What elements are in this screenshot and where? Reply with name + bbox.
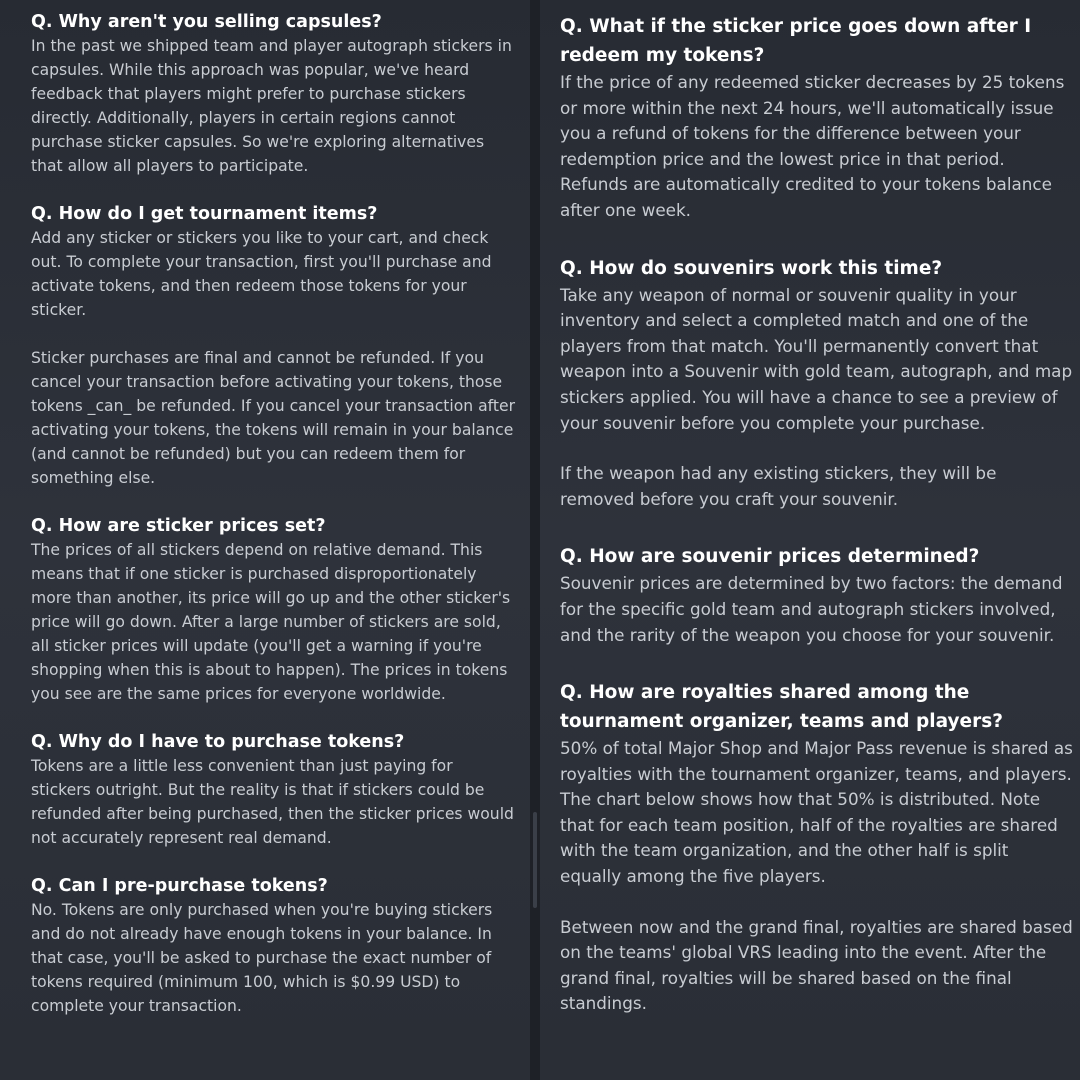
faq-item	[31, 874, 516, 1018]
scrollbar-thumb[interactable]	[533, 812, 537, 908]
faq-question: Q. Can I pre-purchase tokens?	[31, 876, 328, 896]
faq-question: Q. What if the sticker price goes down after I redeem my tokens?	[560, 16, 1032, 66]
faq-answer: Souvenir prices are determined by two factors: the demand for the specific gold team and autograph stickers involved, and the rarity of the weapon you choose for your souvenir.	[560, 573, 1063, 645]
faq-item	[560, 12, 1074, 224]
faq-right-column[interactable]	[540, 0, 1080, 1080]
faq-question: Q. How do souvenirs work this time?	[560, 257, 943, 279]
faq-item	[31, 202, 516, 490]
faq-question: Q. How are sticker prices set?	[31, 516, 326, 536]
faq-answer: If the price of any redeemed sticker decreases by 25 tokens or more within the next 24 hours, we'll automatically issue you a refund of tokens for the difference between your redemption price and the lowest price in that period. Refunds are automatically credited to your tokens balance after one week.	[560, 72, 1065, 220]
faq-item	[31, 10, 516, 178]
faq-question: Q. How are souvenir prices determined?	[560, 546, 980, 568]
faq-item	[560, 542, 1074, 648]
faq-item	[31, 514, 516, 706]
faq-answer: 50% of total Major Shop and Major Pass revenue is shared as royalties with the tournament organizer, teams, and players. The chart below shows how that 50% is distributed. Note that for each team position, half of the royalties are shared with the team organization, and the other half is split equally among the five players.	[560, 738, 1073, 887]
faq-answer: If the weapon had any existing stickers, they will be removed before you craft your souvenir.	[560, 463, 997, 509]
faq-answer: The prices of all stickers depend on relative demand. This means that if one sticker is purchased disproportionately more than another, its price will go up and the other sticker's price will go down. After a large number of stickers are sold, all sticker prices will update (you'll get a warning if you're shopping when this is about to happen). The prices in tokens you see are the same prices for everyone worldwide.	[31, 541, 511, 703]
faq-answer: Sticker purchases are final and cannot be refunded. If you cancel your transaction before activating your tokens, those tokens _can_ be refunded. If you cancel your transaction after activating your tokens, the tokens will remain in your balance (and cannot be refunded) but you can redeem them for something else.	[31, 349, 515, 487]
faq-item	[560, 254, 1074, 513]
column-divider	[530, 0, 540, 1080]
faq-answer: Tokens are a little less convenient than just paying for stickers outright. But the reality is that if stickers could be refunded after being purchased, then the sticker prices would not accurately represent real demand.	[31, 757, 514, 847]
faq-answer: Take any weapon of normal or souvenir quality in your inventory and select a completed match and one of the players from that match. You'll permanently convert that weapon into a Souvenir with gold team, autograph, and map stickers applied. You will have a chance to see a preview of your souvenir before you complete your purchase.	[560, 284, 1073, 433]
faq-answer: In the past we shipped team and player autograph stickers in capsules. While this approach was popular, we've heard feedback that players might prefer to purchase stickers directly. Additionally, players in certain regions cannot purchase sticker capsules. So we're exploring alternatives that allow all players to participate.	[31, 37, 512, 175]
faq-question: Q. Why aren't you selling capsules?	[31, 12, 382, 32]
faq-question: Q. How do I get tournament items?	[31, 204, 378, 224]
faq-item	[560, 678, 1074, 1017]
faq-question: Q. Why do I have to purchase tokens?	[31, 732, 405, 752]
faq-answer: Add any sticker or stickers you like to your cart, and check out. To complete your transaction, first you'll purchase and activate tokens, and then redeem those tokens for your sticker.	[31, 229, 492, 319]
faq-left-column[interactable]	[0, 0, 530, 1080]
faq-question: Q. How are royalties shared among the tournament organizer, teams and players?	[560, 682, 1003, 733]
faq-answer: No. Tokens are only purchased when you're buying stickers and do not already have enough tokens in your balance. In that case, you'll be asked to purchase the exact number of tokens required (minimum 100, which is $0.99 USD) to complete your transaction.	[31, 901, 493, 1015]
faq-item	[31, 730, 516, 850]
faq-answer: Between now and the grand final, royalties are shared based on the teams' global VRS leading into the event. After the grand final, royalties will be shared based on the final standings.	[560, 916, 1073, 1014]
